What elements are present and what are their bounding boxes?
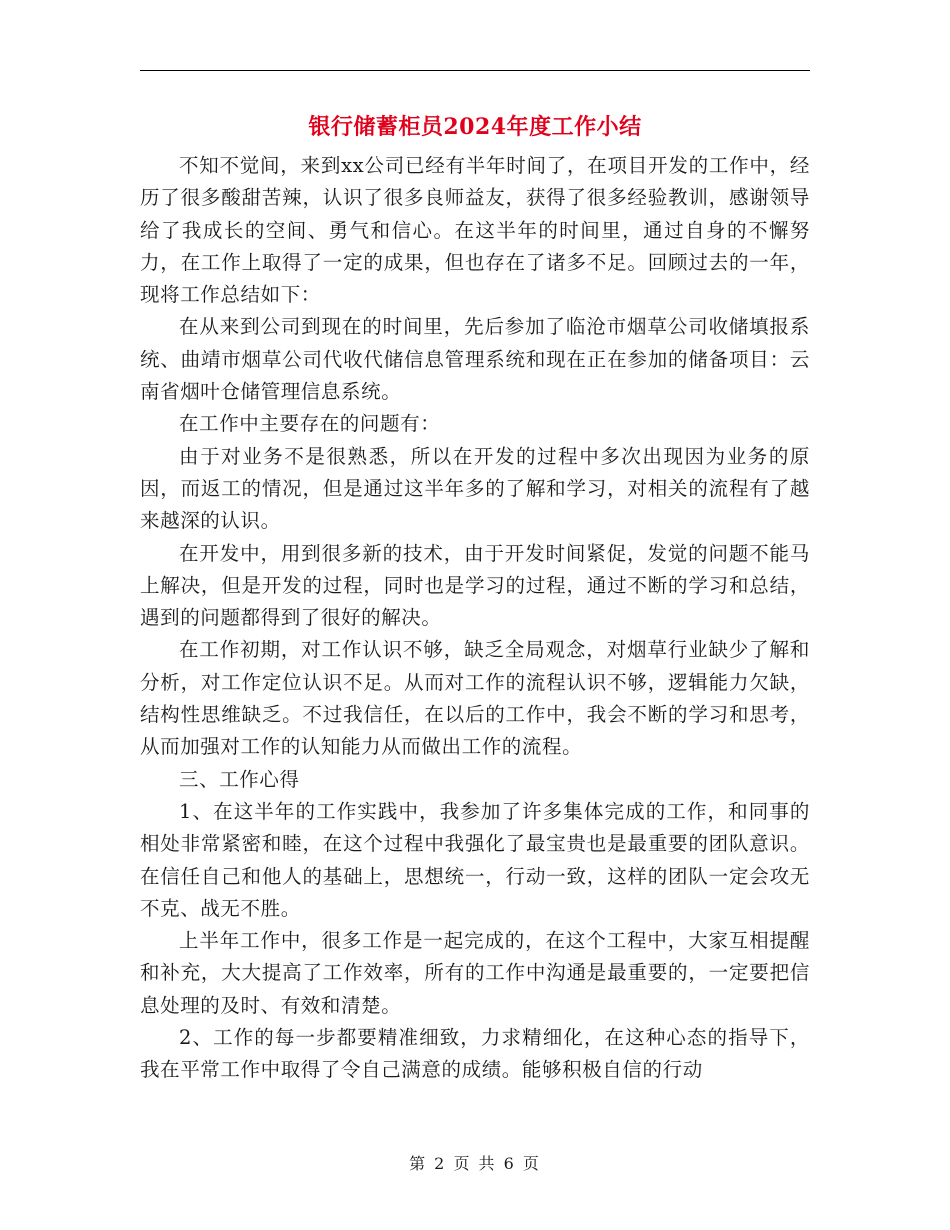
- paragraph-communication: 上半年工作中，很多工作是一起完成的，在这个工程中，大家互相提醒和补充，大大提高了工作效率，所有的工作中沟通是最重要的，一定要把信息处理的及时、有效和清楚。: [140, 929, 810, 1017]
- paragraph-problems-heading: 在工作中主要存在的问题有：: [179, 412, 441, 436]
- header-rule: [140, 70, 810, 71]
- paragraph-business-unfamiliar: 由于对业务不是很熟悉，所以在开发的过程中多次出现因为业务的原因，而返工的情况，但是通过这半年多的了解和学习，对相关的流程有了越来越深的认识。: [140, 444, 810, 533]
- page-number: 第 2 页 共 6 页: [409, 1154, 541, 1173]
- paragraph-projects: 在从来到公司到现在的时间里，先后参加了临沧市烟草公司收储填报系统、曲靖市烟草公司代收代储信息管理系统和现在正在参加的储备项目：云南省烟叶仓储管理信息系统。: [140, 315, 810, 404]
- paragraph-new-technology: 在开发中，用到很多新的技术，由于开发时间紧促，发觉的问题不能马上解决，但是开发的过程，同时也是学习的过程，通过不断的学习和总结，遇到的问题都得到了很好的解决。: [140, 541, 810, 630]
- document-title: 银行储蓄柜员2024年度工作小结: [308, 114, 642, 140]
- document-body: [140, 150, 810, 1087]
- section-heading-experience: 三、工作心得: [179, 767, 300, 791]
- paragraph-teamwork: 1、在这半年的工作实践中，我参加了许多集体完成的工作，和同事的相处非常紧密和睦，在这个过程中我强化了最宝贵也是最重要的团队意识。在信任自己和他人的基础上，思想统一，行动一致，这样的团队一定会攻无不克、战无不胜。: [140, 799, 810, 920]
- paragraph-early-work: 在工作初期，对工作认识不够，缺乏全局观念，对烟草行业缺少了解和分析，对工作定位认识不足。从而对工作的流程认识不够，逻辑能力欠缺，结构性思维缺乏。不过我信任，在以后的工作中，我会不断的学习和思考，从而加强对工作的认知能力从而做出工作的流程。: [140, 638, 810, 759]
- paragraph-precision: 2、工作的每一步都要精准细致，力求精细化，在这种心态的指导下，我在平常工作中取得了令自己满意的成绩。能够积极自信的行动: [140, 1026, 810, 1082]
- paragraph-intro: 不知不觉间，来到xx公司已经有半年时间了，在项目开发的工作中，经历了很多酸甜苦辣，认识了很多良师益友，获得了很多经验教训，感谢领导给了我成长的空间、勇气和信心。在这半年的时间里，通过自身的不懈努力，在工作上取得了一定的成果，但也存在了诸多不足。回顾过去的一年，现将工作总结如下：: [140, 154, 810, 307]
